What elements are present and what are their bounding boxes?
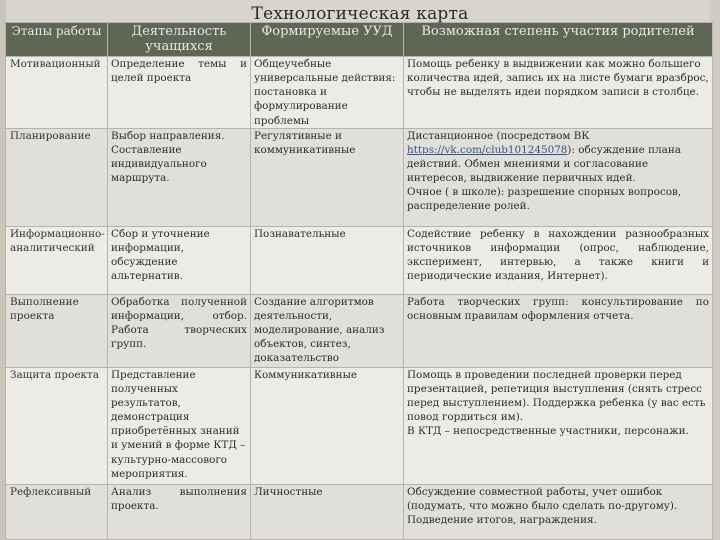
table-row [6, 57, 713, 129]
parents-text-prefix: Дистанционное (посредством ВК [407, 129, 590, 142]
cell-activity: Анализ выполнения проекта. [108, 484, 251, 539]
table-row [6, 367, 713, 484]
cell-activity: Выбор направления. Составление индивидуального маршрута. [108, 128, 251, 226]
cell-uud: Коммуникативные [251, 367, 404, 484]
page-title: Технологическая карта [251, 4, 469, 24]
header-parents: Возможная степень участия родителей [404, 23, 713, 57]
header-stage: Этапы работы [6, 23, 108, 57]
table-row [6, 484, 713, 539]
cell-parents: Содействие ребенку в нахождении разнообразных источников информации (опрос, наблюдение, эксперимент, интервью, а также книги и периодические издания, Интернет). [404, 226, 713, 294]
cell-activity: Сбор и уточнение информации, обсуждение альтернатив. [108, 226, 251, 294]
cell-parents: Помощь ребенку в выдвижении как можно большего количества идей, запись их на листе бумаги вразброс, чтобы не выделять идеи порядком записи в столбце. [404, 57, 713, 129]
cell-stage: Выполнение проекта [6, 294, 108, 367]
cell-uud: Личностные [251, 484, 404, 539]
parents-text-suffix: ): обсуждение плана действий. Обмен мнениями и согласование интересов, выдвижение первичных идей. [407, 143, 681, 185]
cell-stage: Рефлексивный [6, 484, 108, 539]
header-activity: Деятельность учащихся [108, 23, 251, 57]
cell-parents: Работа творческих групп: консультирование по основным правилам оформления отчета. [404, 294, 713, 367]
cell-stage: Информационно-аналитический [6, 226, 108, 294]
cell-parents: Обсуждение совместной работы, учет ошибок (подумать, что можно было сделать по-другому). Подведение итогов, награждения. [404, 484, 713, 539]
parents-text-extra: Очное ( в школе): разрешение спорных вопросов, распределение ролей. [407, 186, 682, 213]
cell-uud: Общеучебные универсальные действия: постановка и формулирование проблемы [251, 57, 404, 129]
cell-parents [404, 367, 713, 484]
cell-parents [404, 128, 713, 226]
cell-stage: Мотивационный [6, 57, 108, 129]
cell-uud: Создание алгоритмов деятельности, моделирование, анализ объектов, синтез, доказательство [251, 294, 404, 367]
cell-activity: Представление полученных результатов, демонстрация приобретённых знаний и умений в форме КТД – культурно-массового мероприятия. [108, 367, 251, 484]
header-row [6, 23, 713, 57]
parents-text: Помощь в проведении последней проверки перед презентацией, репетиция выступления (снять стресс перед выступлением). Поддержка ребенка (у вас есть повод гордиться им). [407, 368, 706, 424]
table-row [6, 226, 713, 294]
header-uud: Формируемые УУД [251, 23, 404, 57]
cell-activity: Определение темы и целей проекта [108, 57, 251, 129]
cell-activity: Обработка полученной информации, отбор. Работа творческих групп. [108, 294, 251, 367]
cell-stage: Защита проекта [6, 367, 108, 484]
cell-uud: Регулятивные и коммуникативные [251, 128, 404, 226]
vk-group-link[interactable]: https://vk.com/club101245078 [407, 143, 568, 156]
cell-stage: Планирование [6, 128, 108, 226]
technology-map-table [5, 22, 713, 540]
cell-uud: Познавательные [251, 226, 404, 294]
table-row [6, 294, 713, 367]
table-row [6, 128, 713, 226]
parents-text-extra: В КТД – непосредственные участники, персонажи. [407, 425, 689, 438]
